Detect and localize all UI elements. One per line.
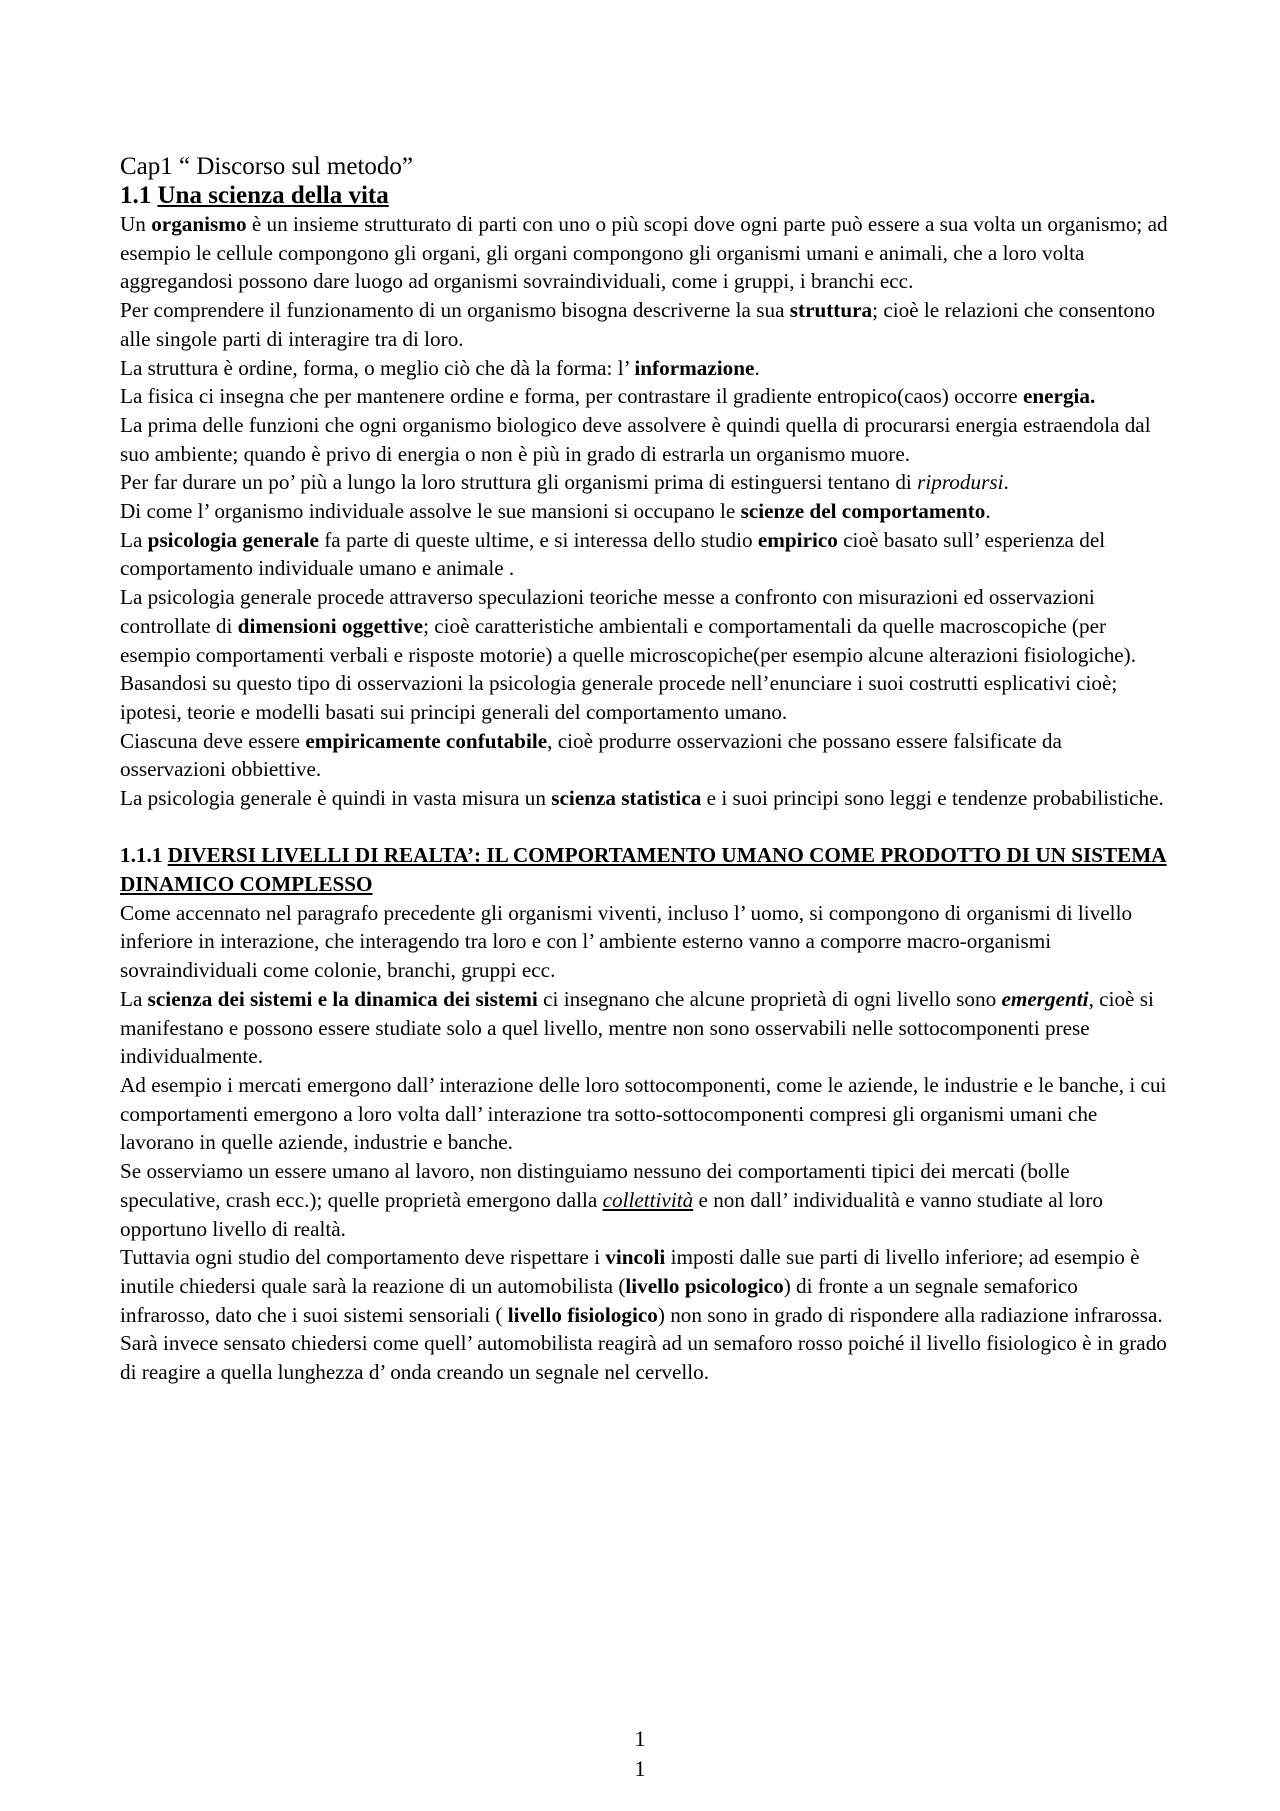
page-number: 1: [634, 1726, 646, 1751]
paragraph-funzioni: La prima delle funzioni che ogni organismo biologico deve assolvere è quindi quella di procurarsi energia estraendola dal suo ambiente; quando è privo di energia o non è più in grado di estrarla un organismo muore.: [120, 412, 1151, 466]
text-run: La psicologia generale procede attraverso speculazioni teoriche messe a confronto con misurazioni ed osservazioni controllate di: [120, 585, 1095, 638]
text-run: Per comprendere il funzionamento di un organismo bisogna descriverne la sua: [120, 298, 790, 323]
underlined-italic-term: collettività: [602, 1187, 694, 1212]
paragraph-energia: [120, 382, 1170, 411]
paragraph-emergenti: [120, 985, 1170, 1071]
bold-term: livello fisiologico: [507, 1302, 658, 1327]
bold-term: energia.: [1022, 384, 1096, 409]
text-run: , cioè produrre osservazioni che possano essere falsificate da osservazioni obbiettive.: [120, 728, 1062, 782]
paragraph-organismo: [120, 210, 1170, 296]
bold-term: empiricamente confutabile: [305, 728, 548, 753]
text-run: .: [985, 499, 991, 524]
text-run: Un: [120, 212, 152, 236]
chapter-title: Cap1 “ Discorso sul metodo”: [120, 153, 414, 180]
text-run: La fisica ci insegna che per mantenere ordine e forma, per contrastare il gradiente entropico(caos) occorre: [120, 384, 1023, 409]
text-run: Ciascuna deve essere: [120, 728, 306, 753]
paragraph-collettivita: [120, 1157, 1170, 1243]
text-run: ; cioè le relazioni che consentono alle singole parti di interagire tra di loro.: [120, 298, 1156, 351]
bold-term: livello psicologico: [625, 1273, 784, 1298]
text-run: Se osserviamo un essere umano al lavoro, non distinguiamo nessuno dei comportamenti tipici dei mercati (bolle speculative, crash ecc.); quelle proprietà emergono dalla: [120, 1159, 1070, 1212]
text-run: , cioè si manifestano e possono essere studiate solo a quel livello, mentre non sono osservabili nelle sottocomponenti prese individualmente.: [120, 986, 1154, 1069]
bold-term: struttura: [789, 298, 873, 323]
paragraph-costrutti: Basandosi su questo tipo di osservazioni la psicologia generale procede nell’enunciare i suoi costrutti esplicativi cioè; ipotesi, teorie e modelli basati sui principi generali del comportamento umano.: [120, 671, 1118, 724]
paragraph-confutabile: [120, 727, 1170, 784]
paragraph-statistica: [120, 784, 1170, 813]
text-run: cioè basato sull’ esperienza del comportamento individuale umano e animale .: [120, 527, 1106, 581]
section-number: 1.1: [120, 182, 152, 209]
bold-term: dimensioni oggettive: [237, 613, 424, 638]
text-run: Tuttavia ogni studio del comportamento deve rispettare i: [120, 1245, 606, 1270]
subsection-heading: [120, 841, 1170, 899]
section-title: Una scienza della vita: [157, 182, 389, 209]
paragraph-riprodursi: [120, 468, 1170, 497]
page-number-secondary: 1: [634, 1756, 646, 1781]
paragraph-dimensioni-oggettive: [120, 583, 1170, 669]
text-run: Di come l’ organismo individuale assolve le sue mansioni si occupano le: [120, 499, 741, 524]
subsection-title: DIVERSI LIVELLI DI REALTA’: IL COMPORTAMENTO UMANO COME PRODOTTO DI UN SISTEMA DINAMICO COMPLESSO: [120, 842, 1167, 896]
bold-italic-term: emergenti: [1001, 986, 1089, 1011]
bold-term: informazione: [634, 355, 755, 380]
text-run: La psicologia generale è quindi in vasta misura un: [120, 786, 552, 811]
text-run: ) non sono in grado di rispondere alla radiazione infrarossa.: [657, 1302, 1163, 1327]
text-run: ; cioè caratteristiche ambientali e comportamentali da quelle macroscopiche (per esempio comportamenti verbali e risposte motorie) a quelle microscopiche(per esempio alcune alterazioni fisiologiche).: [120, 613, 1137, 667]
text-run: e non dall’ individualità e vanno studiate al loro opportuno livello di realtà.: [120, 1187, 1103, 1241]
subsection-number: 1.1.1: [120, 842, 163, 867]
paragraph-scienze-comportamento: [120, 497, 1170, 526]
paragraph-semaforo: Sarà invece sensato chiedersi come quell’ automobilista reagirà ad un semaforo rosso poiché il livello fisiologico è in grado di reagire a quella lunghezza d’ onda creando un segnale nel cervello.: [120, 1331, 1167, 1385]
italic-term: riprodursi: [917, 470, 1004, 495]
text-run: fa parte di queste ultime, e si interessa dello studio: [318, 527, 758, 552]
text-run: ci insegnano che alcune proprietà di ogni livello sono: [537, 986, 1002, 1011]
bold-term: psicologia generale: [147, 527, 319, 552]
spacer: [120, 813, 1170, 841]
text-run: La struttura è ordine, forma, o meglio ciò che dà la forma: l’: [120, 355, 635, 380]
text-run: e i suoi principi sono leggi e tendenze probabilistiche.: [701, 786, 1164, 811]
paragraph-vincoli: [120, 1243, 1170, 1329]
text-run: è un insieme strutturato di parti con uno o più scopi dove ogni parte può essere a sua volta un organismo; ad esempio le cellule compongono gli organi, gli organi compongono gli organismi umani e animali, che a loro volta aggregandosi possono dare luogo ad organismi sovraindividuali, come i gruppi, i branchi ecc.: [120, 212, 1168, 294]
paragraph-struttura: [120, 296, 1170, 353]
document-page: [120, 152, 1170, 1387]
section-heading: [120, 182, 1170, 210]
bold-term: scienza dei sistemi e la dinamica dei sistemi: [147, 986, 538, 1011]
bold-term: empirico: [757, 527, 838, 552]
text-run: La: [120, 527, 148, 552]
paragraph-organismi-viventi: Come accennato nel paragrafo precedente gli organismi viventi, incluso l’ uomo, si compongono di organismi di livello inferiore in interazione, che interagendo tra loro e con l’ ambiente esterno vanno a comporre macro-organismi sovraindividuali come colonie, branchi, gruppi ecc.: [120, 900, 1133, 983]
text-run: imposti dalle sue parti di livello inferiore; ad esempio è inutile chiedersi quale sarà la reazione di un automobilista (: [120, 1245, 1140, 1298]
bold-term: organismo: [151, 212, 247, 236]
text-run: .: [754, 355, 760, 380]
page-footer: [0, 1724, 1280, 1784]
bold-term: vincoli: [605, 1245, 666, 1270]
text-run: .: [1003, 470, 1009, 495]
text-run: La: [120, 986, 148, 1011]
text-run: ) di fronte a un segnale semaforico infrarosso, dato che i suoi sistemi sensoriali (: [120, 1273, 1078, 1327]
paragraph-informazione: [120, 354, 1170, 383]
paragraph-psicologia-generale: [120, 526, 1170, 583]
bold-term: scienza statistica: [551, 786, 702, 811]
text-run: Per far durare un po’ più a lungo la loro struttura gli organismi prima di estinguersi tentano di: [120, 470, 918, 495]
bold-term: scienze del comportamento: [740, 499, 986, 524]
paragraph-mercati: Ad esempio i mercati emergono dall’ interazione delle loro sottocomponenti, come le aziende, le industrie e le banche, i cui comportamenti emergono a loro volta dall’ interazione tra sotto-sottocomponenti compresi gli organismi umani che lavorano in quelle aziende, industrie e banche.: [120, 1072, 1167, 1155]
